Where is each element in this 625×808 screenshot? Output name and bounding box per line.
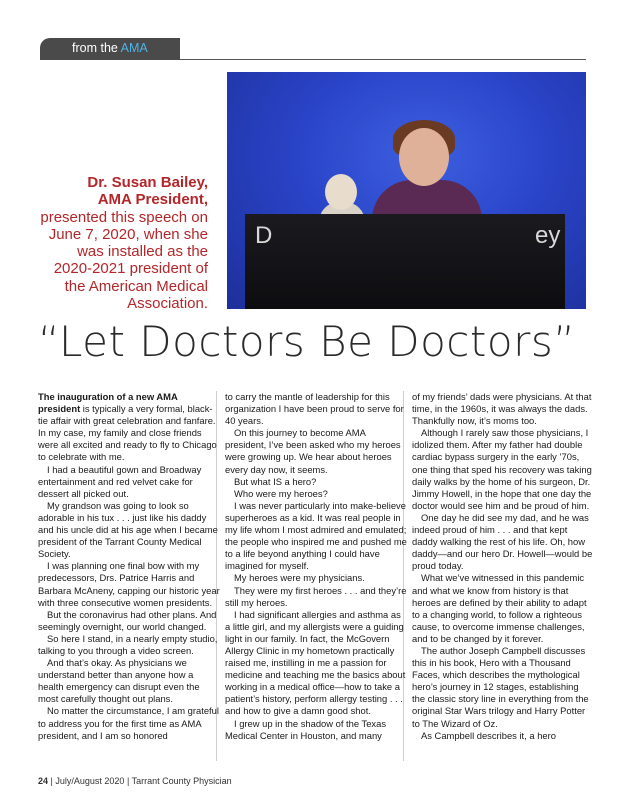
body-column-1 — [38, 391, 220, 742]
paragraph: The inauguration of a new AMA president is typically a very formal, black-tie affair with great celebration and fanfare. In my case, my family and close friends were all excited and ready to fly to Chicago to celebrate with me. — [38, 391, 217, 463]
caption-role: AMA President, — [97, 191, 208, 209]
background-person — [325, 174, 357, 210]
paragraph: My heroes were my physicians. — [234, 572, 365, 584]
paragraph: One day he did see my dad, and he was indeed proud of him . . . and that kept daddy walking the rest of his life. Oh, how daddy—and our hero Dr. Howell—would be proud today. — [412, 511, 593, 572]
header-rule — [180, 59, 586, 60]
footer-separator: | — [50, 776, 53, 786]
section-label — [72, 41, 148, 55]
paragraph: And that’s okay. As physicians we understand better than anyone how a health emergency can disrupt even the most carefully thought out plans. — [38, 657, 200, 705]
paragraph: I was never particularly into make-believe superheroes as a kid. It was real people in my life whom I most admired and emulated; the people who inspired me and pushed me to a life beyond anything I could have imagined for myself. — [225, 499, 407, 572]
issue-info: July/August 2020 | Tarrant County Physician — [55, 776, 232, 786]
paragraph: So here I stand, in a nearly empty studio, talking to you through a video screen. — [38, 632, 218, 656]
paragraph: But the coronavirus had other plans. And seemingly overnight, our world changed. — [38, 608, 217, 632]
page-number: 24 — [38, 776, 49, 786]
section-prefix: from the — [72, 41, 118, 55]
body-column-3 — [412, 391, 594, 742]
paragraph: to carry the mantle of leadership for this organization I have been proud to serve for 40 years. — [225, 391, 404, 427]
paragraph: of my friends’ dads were physicians. At that time, in the 1960s, it was always the dads. Thankfully now, it’s moms too. — [412, 391, 592, 427]
paragraph: Although I rarely saw those physicians, I idolized them. After my father had double cardiac bypass surgery in the early ’70s, one thing that sped his recovery was taking daily walks by the home of his surgeon, Dr. Jimmy Howell, in the hope that one day the doctor would see him and be proud of him. — [412, 427, 592, 511]
photo-caption — [40, 174, 208, 312]
paragraph: I was planning one final bow with my predecessors, Drs. Patrice Harris and Barbara McAneny, capping our historic year with three consecutive women presidents. — [38, 560, 220, 608]
paragraph: I had significant allergies and asthma as a little girl, and my allergists were a guiding light in our family. In fact, the McGovern Allergy Clinic in my hometown practically raised me, instilling in me a passion for medicine and teaching me the basics about working in a medical office—how to take a patient’s history, perform allergy testing . . . and how to give a damn good shot. — [225, 608, 406, 717]
paragraph: No matter the circumstance, I am grateful to address you for the first time as AMA president, and I am so honored — [38, 705, 219, 741]
podium-sign-right: ey — [535, 222, 561, 249]
body-column-2 — [225, 391, 407, 742]
paragraph: I had a beautiful gown and Broadway entertainment and red velvet cake for dessert all picked out. — [38, 463, 202, 499]
section-accent: AMA — [120, 41, 148, 55]
speaker-head — [399, 128, 449, 186]
paragraph: I grew up in the shadow of the Texas Medical Center in Houston, and many — [225, 717, 387, 741]
paragraph: My grandson was going to look so adorable in his tux . . . just like his daddy and his uncle did at his age when I became president of the Tarrant County Medical Society. — [38, 499, 218, 560]
caption-name: Dr. Susan Bailey, — [87, 174, 208, 191]
paragraph: The author Joseph Campbell discusses this in his book, Hero with a Thousand Faces, which describes the mythological hero’s journey in 12 stages, establishing the classic story line in everything from the original Star Wars trilogy and Harry Potter to The Wizard of Oz. — [412, 644, 589, 729]
caption-text: presented this speech on June 7, 2020, when she was installed as the 2020-2021 president of the American Medical Association. — [40, 208, 208, 313]
paragraph: What we’ve witnessed in this pandemic and what we know from history is that heroes are defined by their ability to adapt to a changing world, to follow a righteous cause, to overcome immense challenges, and to be changed by it forever. — [412, 572, 587, 644]
lead-in: The inauguration of a new AMA president — [38, 391, 178, 415]
page-footer — [38, 776, 232, 786]
paragraph: Who were my heroes? — [234, 487, 328, 499]
article-title: “Let Doctors Be Doctors” — [38, 317, 576, 366]
paragraph: As Campbell describes it, a hero — [421, 729, 556, 741]
paragraph: On this journey to become AMA president, I’ve been asked who my heroes were growing up. We hear about heroes every day now, it seems. — [225, 427, 401, 475]
paragraph: But what IS a hero? — [234, 475, 317, 487]
speaker-photo — [227, 72, 586, 309]
podium — [245, 214, 565, 309]
podium-sign-left: D — [255, 222, 273, 249]
paragraph: They were my first heroes . . . and they’re still my heroes. — [225, 584, 407, 608]
